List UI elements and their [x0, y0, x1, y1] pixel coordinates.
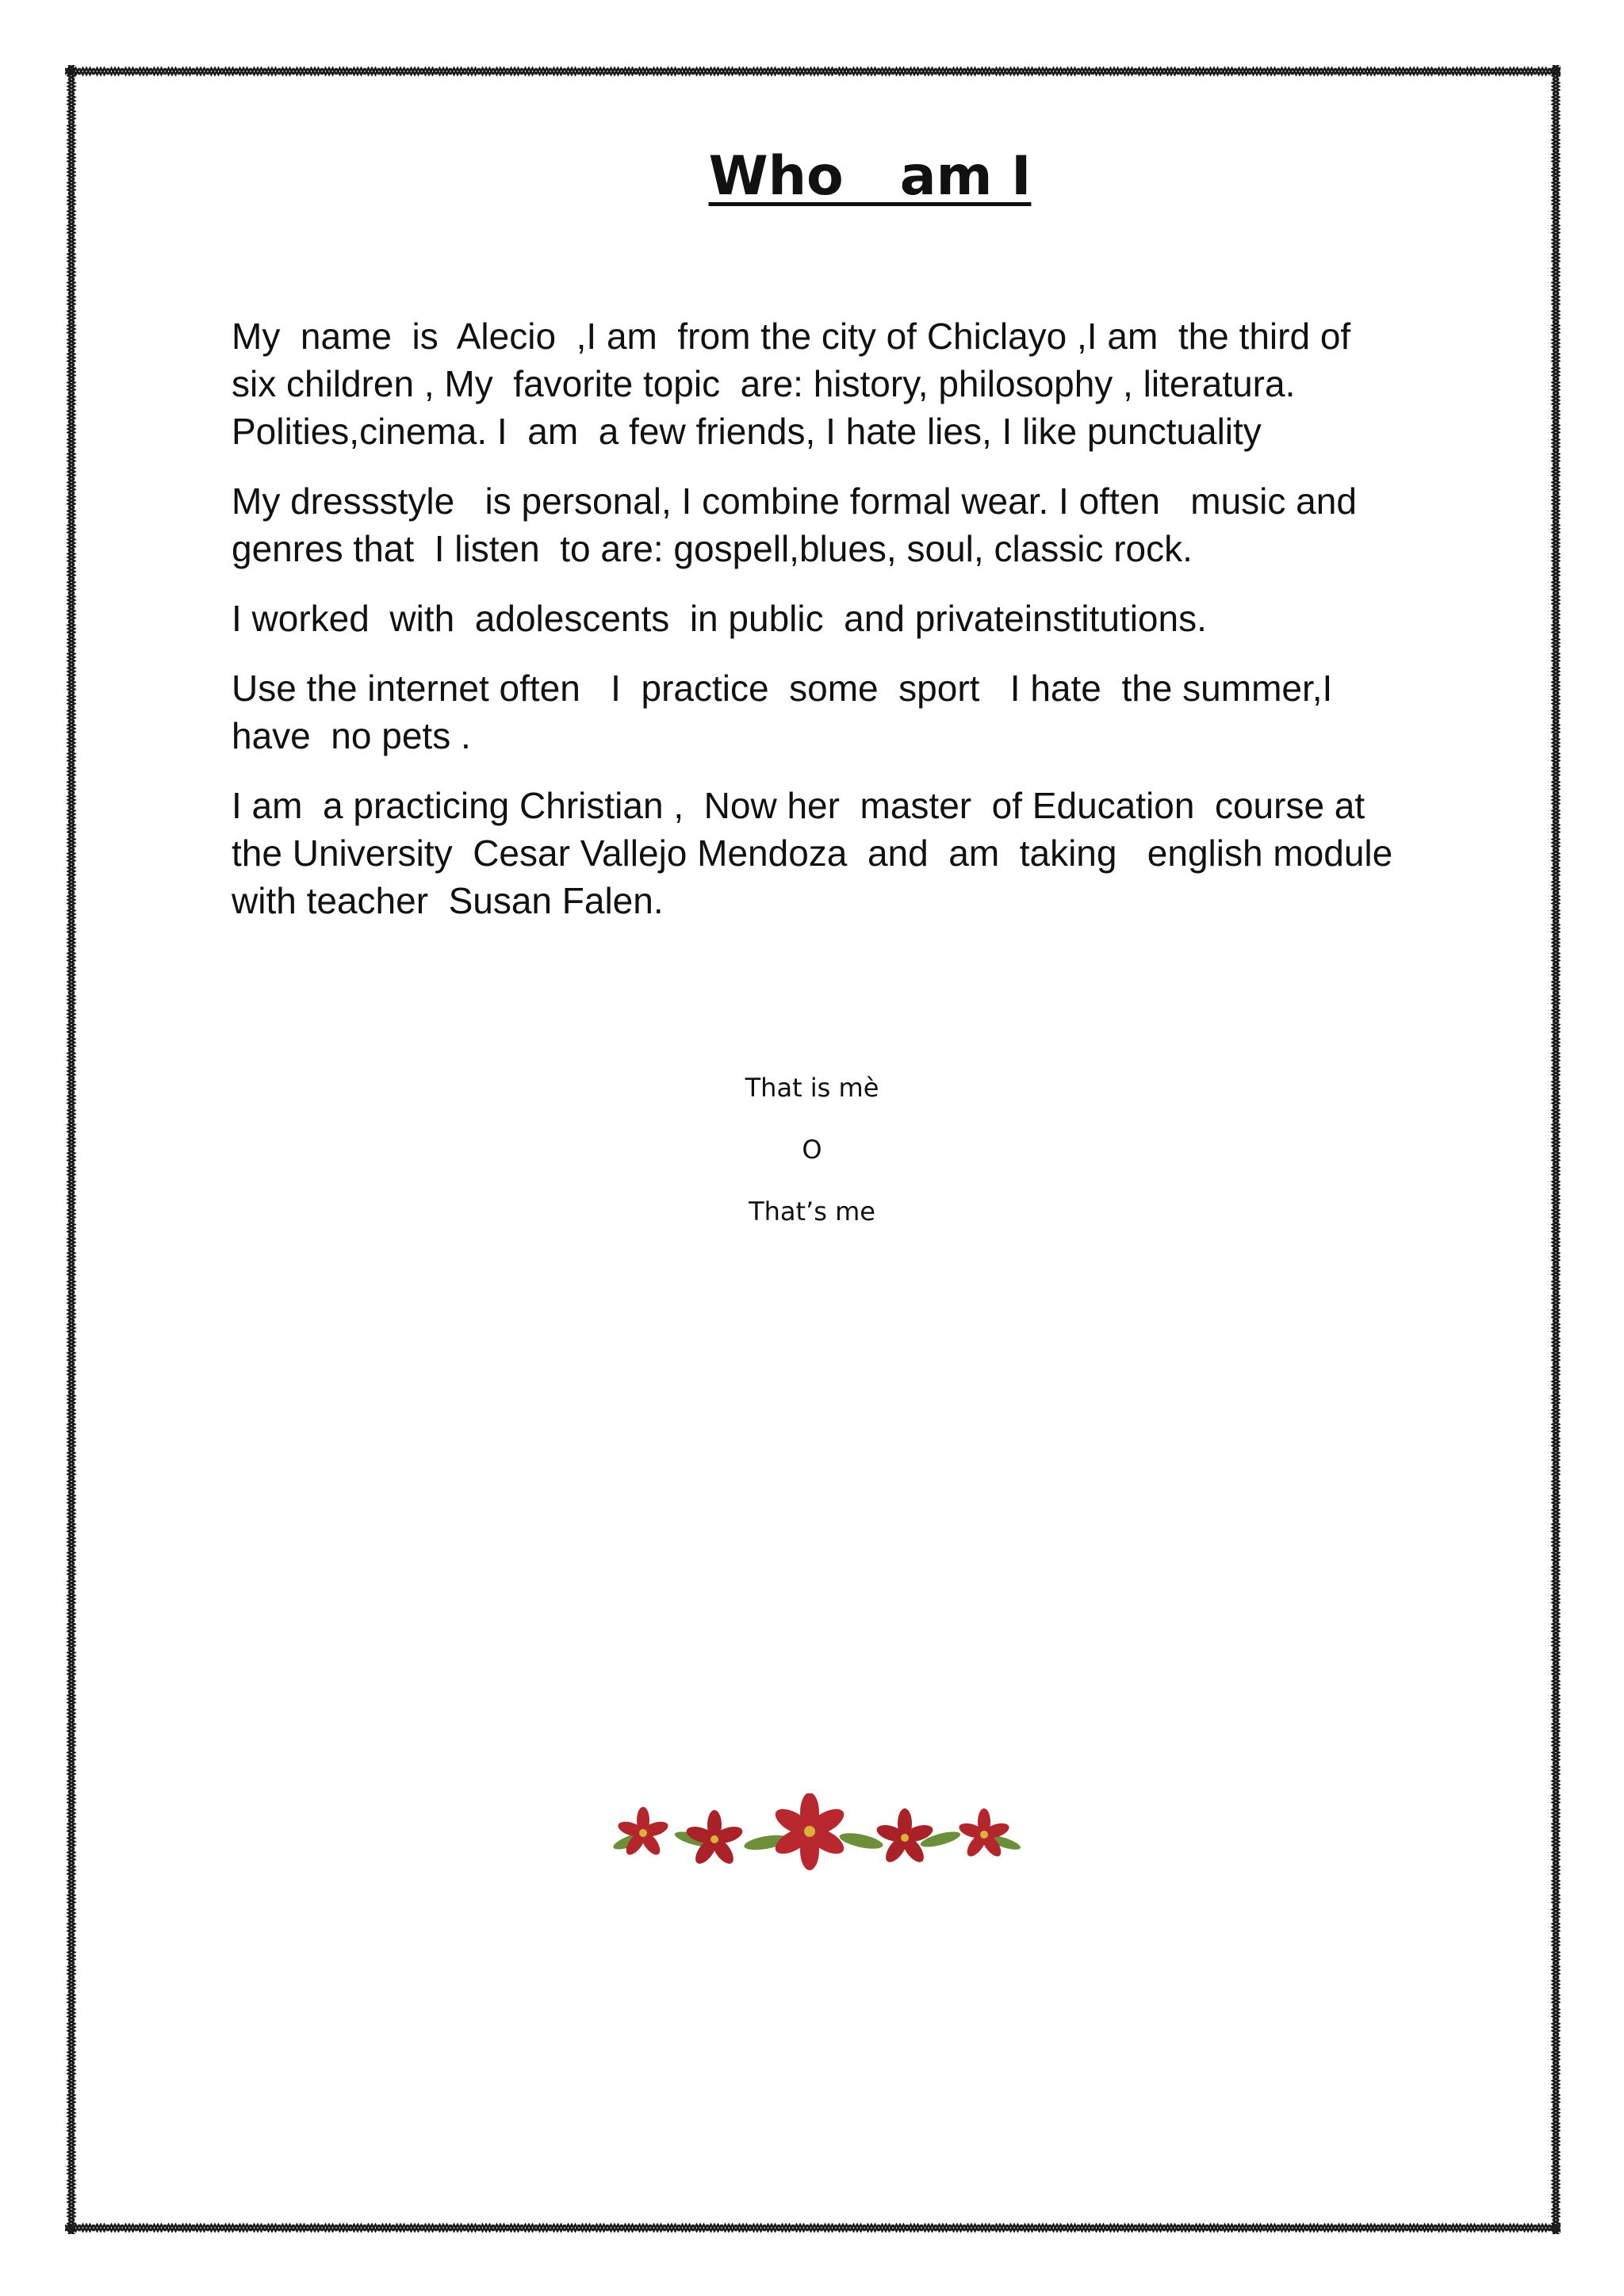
paragraph-intro: My name is Alecio ,I am from the city of Chiclayo ,I am the third of six children , My favorite topic are: history, philosophy , literatura. Polities,cinema. I am a few friends, I hate lies, I like punctuality	[232, 316, 1361, 452]
paragraph-work: I worked with adolescents in public and privateinstitutions.	[232, 598, 1207, 639]
body-text	[232, 312, 1413, 947]
page-title-text: Who am I	[708, 145, 1032, 208]
poinsettia-flower-5	[957, 1808, 1011, 1859]
poinsettia-garland-icon	[599, 1793, 1032, 1881]
page-title	[0, 141, 1624, 212]
note-line-1: That is mè	[745, 1073, 879, 1103]
paragraph-faith-study: I am a practicing Christian , Now her master of Education course at the University Cesar Vallejo Mendoza and am taking english module with teacher Susan Falen.	[232, 785, 1413, 921]
poinsettia-flower-4	[875, 1808, 935, 1866]
paragraph-style: My dressstyle is personal, I combine formal wear. I often music and genres that I listen to are: gospell,blues, soul, classic rock.	[232, 480, 1367, 569]
poinsettia-flower-3	[772, 1793, 848, 1870]
poinsettia-flower-2	[684, 1810, 745, 1867]
note-line-2: O	[802, 1135, 822, 1165]
poinsettia-flower-1	[616, 1807, 670, 1858]
note-line-3: That’s me	[749, 1196, 875, 1226]
paragraph-habits: Use the internet often I practice some sport I hate the summer,I have no pets .	[232, 668, 1343, 756]
